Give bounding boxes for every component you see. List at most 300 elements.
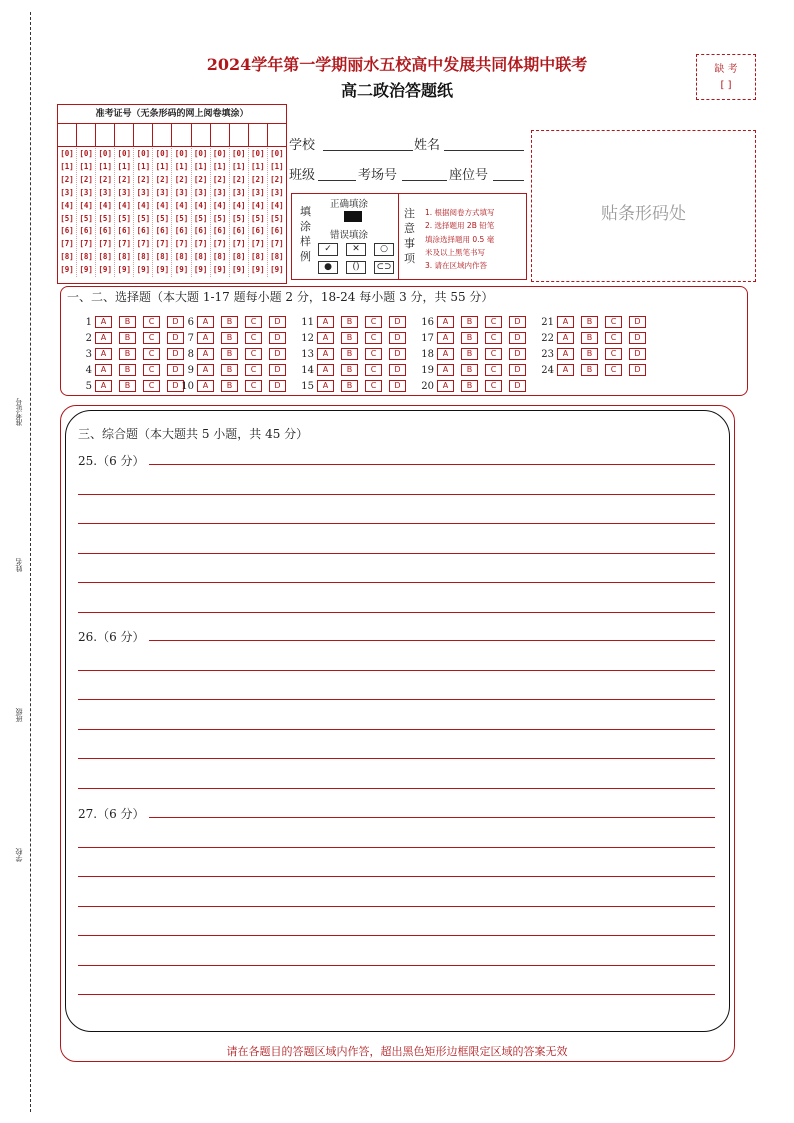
answer-line[interactable] (78, 817, 715, 818)
option-bubble[interactable]: D (389, 380, 406, 392)
exam-digit-bubble[interactable]: [1] (270, 161, 284, 171)
exam-digit-bubble[interactable]: [1] (231, 161, 246, 171)
exam-digit-bubble[interactable]: [6] (193, 226, 208, 236)
option-bubble[interactable]: C (485, 316, 502, 328)
exam-digit-bubble[interactable]: [4] (60, 200, 74, 210)
question-number: 8 (187, 348, 194, 360)
option-bubble[interactable]: A (317, 348, 334, 360)
option-bubble[interactable]: A (95, 380, 112, 392)
option-bubble[interactable]: B (119, 380, 136, 392)
exam-digit-bubble[interactable]: [5] (117, 213, 132, 223)
option-bubble[interactable]: D (389, 364, 406, 376)
option-bubble[interactable]: D (167, 364, 184, 376)
option-bubble[interactable]: B (341, 316, 358, 328)
exam-digit-bubble[interactable]: [4] (155, 200, 170, 210)
option-bubble[interactable]: A (437, 380, 454, 392)
exam-digit-bubble[interactable]: [3] (193, 187, 208, 197)
exam-digit-bubble[interactable]: [4] (98, 200, 112, 210)
exam-digit-bubble[interactable]: [2] (98, 174, 112, 184)
exam-digit-bubble[interactable]: [2] (117, 174, 132, 184)
option-bubble[interactable]: A (437, 316, 454, 328)
exam-digit-bubble[interactable]: [1] (212, 161, 227, 171)
exam-digit-bubble[interactable]: [8] (270, 252, 284, 262)
option-bubble[interactable]: A (95, 364, 112, 376)
page-title: 2024学年第一学期丽水五校高中发展共同体期中联考 (206, 55, 588, 74)
exam-digit-bubble[interactable]: [4] (79, 200, 93, 210)
exam-digit-bubble[interactable]: [2] (136, 174, 151, 184)
choice-question (420, 364, 533, 376)
exam-digit-bubble[interactable]: [5] (193, 213, 208, 223)
exam-digit-bubble[interactable]: [9] (155, 265, 170, 275)
absent-box[interactable] (696, 54, 756, 100)
option-bubble[interactable]: D (167, 332, 184, 344)
choice-question (180, 316, 293, 328)
exam-digit-bubble[interactable]: [3] (174, 187, 189, 197)
exam-digit-bubble[interactable]: [0] (79, 149, 93, 158)
exam-digit-bubble[interactable]: [5] (98, 213, 112, 223)
option-bubble[interactable]: B (221, 364, 238, 376)
exam-digit-bubble[interactable]: [8] (79, 252, 93, 262)
answer-line[interactable] (78, 935, 715, 936)
exam-digit-bubble[interactable]: [7] (212, 239, 227, 249)
barcode-label: 贴条形码处 (601, 204, 686, 224)
footer-warning: 请在各题目的答题区域内作答，超出黑色矩形边框限定区域的答案无效 (226, 1045, 568, 1058)
option-bubble[interactable]: A (557, 332, 574, 344)
answer-line[interactable] (78, 699, 715, 700)
option-bubble[interactable]: B (341, 332, 358, 344)
option-bubble[interactable]: D (509, 332, 526, 344)
exam-digit-bubble[interactable]: [1] (136, 161, 151, 171)
question-number: 22 (541, 332, 554, 344)
exam-digit-bubble[interactable]: [4] (251, 200, 265, 210)
option-bubble[interactable]: B (581, 348, 598, 360)
exam-digit-bubble[interactable]: [8] (174, 252, 189, 262)
option-bubble[interactable]: B (461, 316, 478, 328)
option-bubble[interactable]: A (557, 348, 574, 360)
option-bubble[interactable]: D (629, 332, 646, 344)
exam-digit-bubble[interactable]: [8] (117, 252, 132, 262)
absent-mark: [ ] (720, 80, 732, 91)
essay-answer-border (65, 410, 730, 1032)
exam-number-column (115, 148, 134, 277)
choice-question (300, 380, 413, 392)
option-bubble[interactable]: A (197, 364, 214, 376)
option-bubble[interactable]: B (221, 316, 238, 328)
exam-digit-bubble[interactable]: [3] (136, 187, 151, 197)
option-bubble[interactable]: D (509, 316, 526, 328)
option-bubble[interactable]: D (629, 348, 646, 360)
exam-digit-bubble[interactable]: [5] (174, 213, 189, 223)
exam-digit-bubble[interactable]: [7] (98, 239, 112, 249)
option-bubble[interactable]: A (197, 348, 214, 360)
option-bubble[interactable]: A (197, 332, 214, 344)
exam-digit-bubble[interactable]: [7] (193, 239, 208, 249)
choice-question (78, 348, 191, 360)
exam-number-column (96, 148, 115, 277)
option-bubble[interactable]: C (365, 332, 382, 344)
option-bubble[interactable]: B (581, 364, 598, 376)
option-bubble[interactable]: B (461, 364, 478, 376)
exam-digit-bubble[interactable]: [0] (212, 149, 227, 158)
exam-digit-bubble[interactable]: [1] (98, 161, 112, 171)
exam-digit-bubble[interactable]: [0] (98, 149, 112, 158)
option-bubble[interactable]: A (317, 316, 334, 328)
exam-digit-bubble[interactable]: [9] (270, 265, 284, 275)
option-bubble[interactable]: D (167, 316, 184, 328)
option-bubble[interactable]: D (509, 364, 526, 376)
essay-question-label: 25.（6 分） (78, 452, 149, 469)
essay-title: 三、综合题（本大题共 5 小题，共 45 分） (78, 427, 309, 441)
answer-line[interactable] (78, 464, 715, 465)
exam-digit-bubble[interactable]: [1] (79, 161, 93, 171)
exam-digit-bubble[interactable]: [3] (231, 187, 246, 197)
option-bubble[interactable]: D (269, 380, 286, 392)
exam-digit-bubble[interactable]: [1] (193, 161, 208, 171)
exam-digit-bubble[interactable]: [0] (231, 149, 246, 158)
exam-digit-bubble[interactable]: [6] (174, 226, 189, 236)
answer-line[interactable] (78, 612, 715, 613)
name-input[interactable] (444, 149, 524, 151)
option-bubble[interactable]: B (221, 380, 238, 392)
exam-digit-bubble[interactable]: [7] (251, 239, 265, 249)
exam-digit-bubble[interactable]: [6] (98, 226, 112, 236)
option-bubble[interactable]: C (365, 364, 382, 376)
option-bubble[interactable]: A (437, 348, 454, 360)
exam-digit-bubble[interactable]: [8] (136, 252, 151, 262)
question-number: 11 (301, 316, 314, 328)
exam-digit-bubble[interactable]: [5] (212, 213, 227, 223)
exam-digit-bubble[interactable]: [2] (231, 174, 246, 184)
option-bubble[interactable]: B (221, 348, 238, 360)
exam-digit-bubble[interactable]: [2] (155, 174, 170, 184)
choice-question (78, 316, 191, 328)
option-bubble[interactable]: C (365, 316, 382, 328)
option-bubble[interactable]: C (143, 316, 160, 328)
option-bubble[interactable]: D (389, 348, 406, 360)
exam-digit-bubble[interactable]: [9] (231, 265, 246, 275)
exam-digit-bubble[interactable]: [0] (193, 149, 208, 158)
exam-digit-bubble[interactable]: [5] (251, 213, 265, 223)
exam-digit-bubble[interactable]: [8] (231, 252, 246, 262)
option-bubble[interactable]: C (245, 380, 262, 392)
answer-line[interactable] (78, 994, 715, 995)
exam-number-column (77, 148, 96, 277)
exam-digit-bubble[interactable]: [8] (212, 252, 227, 262)
exam-digit-bubble[interactable]: [3] (251, 187, 265, 197)
option-bubble[interactable]: D (509, 380, 526, 392)
essay-question-label: 26.（6 分） (78, 628, 149, 645)
class-label: 班级 (289, 168, 316, 183)
exam-digit-bubble[interactable]: [9] (60, 265, 74, 275)
wrong-mark-circle-icon: ○ (374, 243, 394, 256)
option-bubble[interactable]: B (341, 380, 358, 392)
exam-digit-bubble[interactable]: [7] (174, 239, 189, 249)
exam-number-column (58, 148, 77, 277)
option-bubble[interactable]: C (143, 332, 160, 344)
choice-question (180, 380, 293, 392)
option-bubble[interactable]: B (581, 316, 598, 328)
option-bubble[interactable]: C (143, 348, 160, 360)
exam-number-column (134, 148, 153, 277)
option-bubble[interactable]: D (509, 348, 526, 360)
exam-digit-bubble[interactable]: [2] (270, 174, 284, 184)
exam-digit-bubble[interactable]: [3] (117, 187, 132, 197)
exam-digit-bubble[interactable]: [4] (117, 200, 132, 210)
option-bubble[interactable]: B (461, 380, 478, 392)
exam-digit-bubble[interactable]: [2] (193, 174, 208, 184)
answer-line[interactable] (78, 582, 715, 583)
exam-digit-bubble[interactable]: [6] (155, 226, 170, 236)
option-bubble[interactable]: D (629, 316, 646, 328)
fill-sample-box (291, 193, 527, 280)
option-bubble[interactable]: B (581, 332, 598, 344)
barcode-area (531, 130, 756, 282)
choice-question (180, 332, 293, 344)
exam-digit-bubble[interactable]: [1] (174, 161, 189, 171)
choice-question (300, 332, 413, 344)
option-bubble[interactable]: A (95, 332, 112, 344)
exam-digit-bubble[interactable]: [9] (193, 265, 208, 275)
option-bubble[interactable]: C (245, 348, 262, 360)
option-bubble[interactable]: D (389, 316, 406, 328)
exam-digit-bubble[interactable]: [2] (60, 174, 74, 184)
option-bubble[interactable]: C (485, 364, 502, 376)
exam-digit-bubble[interactable]: [3] (270, 187, 284, 197)
exam-digit-bubble[interactable]: [3] (60, 187, 74, 197)
answer-line[interactable] (78, 847, 715, 848)
option-bubble[interactable]: D (269, 316, 286, 328)
seat-input[interactable] (493, 179, 524, 181)
exam-digit-bubble[interactable]: [5] (231, 213, 246, 223)
option-bubble[interactable]: A (437, 364, 454, 376)
question-number: 5 (85, 380, 92, 392)
exam-digit-bubble[interactable]: [7] (79, 239, 93, 249)
exam-digit-bubble[interactable]: [8] (155, 252, 170, 262)
exam-digit-bubble[interactable]: [8] (193, 252, 208, 262)
seat-label: 座位号 (449, 168, 489, 183)
exam-digit-bubble[interactable]: [4] (212, 200, 227, 210)
option-bubble[interactable]: D (269, 348, 286, 360)
exam-number-columns (58, 147, 286, 277)
sample-divider (398, 194, 399, 279)
question-number: 19 (421, 364, 434, 376)
exam-digit-bubble[interactable]: [9] (136, 265, 151, 275)
option-bubble[interactable]: A (317, 380, 334, 392)
room-label: 考场号 (358, 168, 398, 183)
option-bubble[interactable]: A (557, 316, 574, 328)
exam-digit-bubble[interactable]: [8] (60, 252, 74, 262)
answer-line[interactable] (78, 965, 715, 966)
exam-digit-bubble[interactable]: [6] (136, 226, 151, 236)
exam-digit-bubble[interactable]: [0] (270, 149, 284, 158)
option-bubble[interactable]: C (605, 364, 622, 376)
exam-digit-bubble[interactable]: [3] (155, 187, 170, 197)
exam-digit-bubble[interactable]: [7] (231, 239, 246, 249)
choice-question (78, 380, 191, 392)
exam-digit-bubble[interactable]: [0] (136, 149, 151, 158)
exam-digit-bubble[interactable]: [5] (155, 213, 170, 223)
question-number: 9 (187, 364, 194, 376)
margin-label-school: 学校 (15, 848, 23, 862)
exam-digit-bubble[interactable]: [2] (79, 174, 93, 184)
answer-line[interactable] (78, 640, 715, 641)
exam-digit-bubble[interactable]: [6] (270, 226, 284, 236)
option-bubble[interactable]: B (119, 316, 136, 328)
exam-digit-bubble[interactable]: [5] (270, 213, 284, 223)
choice-question (420, 332, 533, 344)
option-bubble[interactable]: C (245, 316, 262, 328)
wrong-mark-cross-icon: ✕ (346, 243, 366, 256)
exam-digit-bubble[interactable]: [7] (136, 239, 151, 249)
exam-digit-bubble[interactable]: [9] (117, 265, 132, 275)
question-number: 20 (421, 380, 434, 392)
option-bubble[interactable]: C (365, 348, 382, 360)
option-bubble[interactable]: D (167, 380, 184, 392)
option-bubble[interactable]: D (629, 364, 646, 376)
choice-question (420, 316, 533, 328)
choice-question (540, 348, 653, 360)
option-bubble[interactable]: C (605, 332, 622, 344)
exam-digit-bubble[interactable]: [5] (79, 213, 93, 223)
exam-digit-bubble[interactable]: [4] (193, 200, 208, 210)
option-bubble[interactable]: A (317, 364, 334, 376)
exam-digit-bubble[interactable]: [7] (117, 239, 132, 249)
exam-digit-bubble[interactable]: [0] (251, 149, 265, 158)
question-number: 18 (421, 348, 434, 360)
class-input[interactable] (318, 179, 356, 181)
exam-digit-bubble[interactable]: [4] (174, 200, 189, 210)
exam-digit-bubble[interactable]: [9] (98, 265, 112, 275)
exam-digit-bubble[interactable]: [6] (79, 226, 93, 236)
answer-line[interactable] (78, 758, 715, 759)
exam-digit-bubble[interactable]: [6] (251, 226, 265, 236)
exam-digit-bubble[interactable]: [9] (174, 265, 189, 275)
option-bubble[interactable]: B (341, 364, 358, 376)
exam-digit-bubble[interactable]: [4] (136, 200, 151, 210)
exam-digit-bubble[interactable]: [7] (270, 239, 284, 249)
option-bubble[interactable]: A (317, 332, 334, 344)
choice-question (180, 364, 293, 376)
exam-digit-bubble[interactable]: [0] (117, 149, 132, 158)
question-number: 24 (541, 364, 554, 376)
exam-digit-bubble[interactable]: [5] (136, 213, 151, 223)
exam-number-write-row[interactable] (58, 124, 286, 147)
option-bubble[interactable]: A (197, 316, 214, 328)
answer-line[interactable] (78, 906, 715, 907)
option-bubble[interactable]: A (95, 348, 112, 360)
exam-digit-bubble[interactable]: [0] (155, 149, 170, 158)
option-bubble[interactable]: D (389, 332, 406, 344)
answer-line[interactable] (78, 553, 715, 554)
exam-digit-bubble[interactable]: [1] (60, 161, 74, 171)
exam-digit-bubble[interactable]: [0] (174, 149, 189, 158)
option-bubble[interactable]: C (485, 380, 502, 392)
answer-line[interactable] (78, 729, 715, 730)
choice-question (420, 380, 533, 392)
option-bubble[interactable]: C (365, 380, 382, 392)
option-bubble[interactable]: A (95, 316, 112, 328)
sample-label: 填 涂 样 例 (300, 205, 311, 263)
option-bubble[interactable]: B (221, 332, 238, 344)
binding-line (30, 12, 31, 1112)
option-bubble[interactable]: C (605, 348, 622, 360)
option-bubble[interactable]: B (461, 332, 478, 344)
exam-digit-bubble[interactable]: [9] (251, 265, 265, 275)
exam-digit-bubble[interactable]: [3] (212, 187, 227, 197)
option-bubble[interactable]: D (269, 332, 286, 344)
exam-digit-bubble[interactable]: [6] (117, 226, 132, 236)
answer-line[interactable] (78, 494, 715, 495)
exam-digit-bubble[interactable]: [9] (212, 265, 227, 275)
exam-digit-bubble[interactable]: [7] (60, 239, 74, 249)
option-bubble[interactable]: C (143, 380, 160, 392)
exam-digit-bubble[interactable]: [1] (251, 161, 265, 171)
question-number: 13 (301, 348, 314, 360)
option-bubble[interactable]: D (167, 348, 184, 360)
exam-digit-bubble[interactable]: [2] (251, 174, 265, 184)
exam-digit-bubble[interactable]: [0] (60, 149, 74, 158)
room-input[interactable] (402, 179, 447, 181)
exam-digit-bubble[interactable]: [7] (155, 239, 170, 249)
exam-digit-bubble[interactable]: [6] (231, 226, 246, 236)
exam-digit-bubble[interactable]: [1] (155, 161, 170, 171)
exam-digit-bubble[interactable]: [6] (60, 226, 74, 236)
option-bubble[interactable]: B (119, 364, 136, 376)
choice-question (420, 348, 533, 360)
exam-digit-bubble[interactable]: [4] (231, 200, 246, 210)
question-number: 15 (301, 380, 314, 392)
question-number: 2 (85, 332, 92, 344)
option-bubble[interactable]: B (119, 332, 136, 344)
exam-digit-bubble[interactable]: [8] (98, 252, 112, 262)
answer-line[interactable] (78, 670, 715, 671)
school-input[interactable] (323, 149, 413, 151)
option-bubble[interactable]: B (461, 348, 478, 360)
choice-title: 一、二、选择题（本大题 1-17 题每小题 2 分，18-24 每小题 3 分，共 55 分） (67, 290, 494, 304)
exam-digit-bubble[interactable]: [3] (98, 187, 112, 197)
option-bubble[interactable]: A (197, 380, 214, 392)
exam-digit-bubble[interactable]: [2] (174, 174, 189, 184)
option-bubble[interactable]: A (557, 364, 574, 376)
answer-line[interactable] (78, 876, 715, 877)
option-bubble[interactable]: B (341, 348, 358, 360)
option-bubble[interactable]: B (119, 348, 136, 360)
option-bubble[interactable]: D (269, 364, 286, 376)
option-bubble[interactable]: C (245, 364, 262, 376)
exam-digit-bubble[interactable]: [1] (117, 161, 132, 171)
option-bubble[interactable]: C (485, 348, 502, 360)
exam-digit-bubble[interactable]: [8] (251, 252, 265, 262)
exam-number-column (172, 148, 191, 277)
exam-digit-bubble[interactable]: [3] (79, 187, 93, 197)
option-bubble[interactable]: C (485, 332, 502, 344)
essay-question-label: 27.（6 分） (78, 805, 149, 822)
exam-digit-bubble[interactable]: [5] (60, 213, 74, 223)
answer-line[interactable] (78, 523, 715, 524)
question-number: 23 (541, 348, 554, 360)
question-number: 21 (541, 316, 554, 328)
option-bubble[interactable]: C (605, 316, 622, 328)
exam-digit-bubble[interactable]: [2] (212, 174, 227, 184)
answer-line[interactable] (78, 788, 715, 789)
exam-digit-bubble[interactable]: [6] (212, 226, 227, 236)
exam-digit-bubble[interactable]: [9] (79, 265, 93, 275)
option-bubble[interactable]: A (437, 332, 454, 344)
option-bubble[interactable]: C (143, 364, 160, 376)
exam-digit-bubble[interactable]: [4] (270, 200, 284, 210)
exam-number-column (153, 148, 172, 277)
option-bubble[interactable]: C (245, 332, 262, 344)
